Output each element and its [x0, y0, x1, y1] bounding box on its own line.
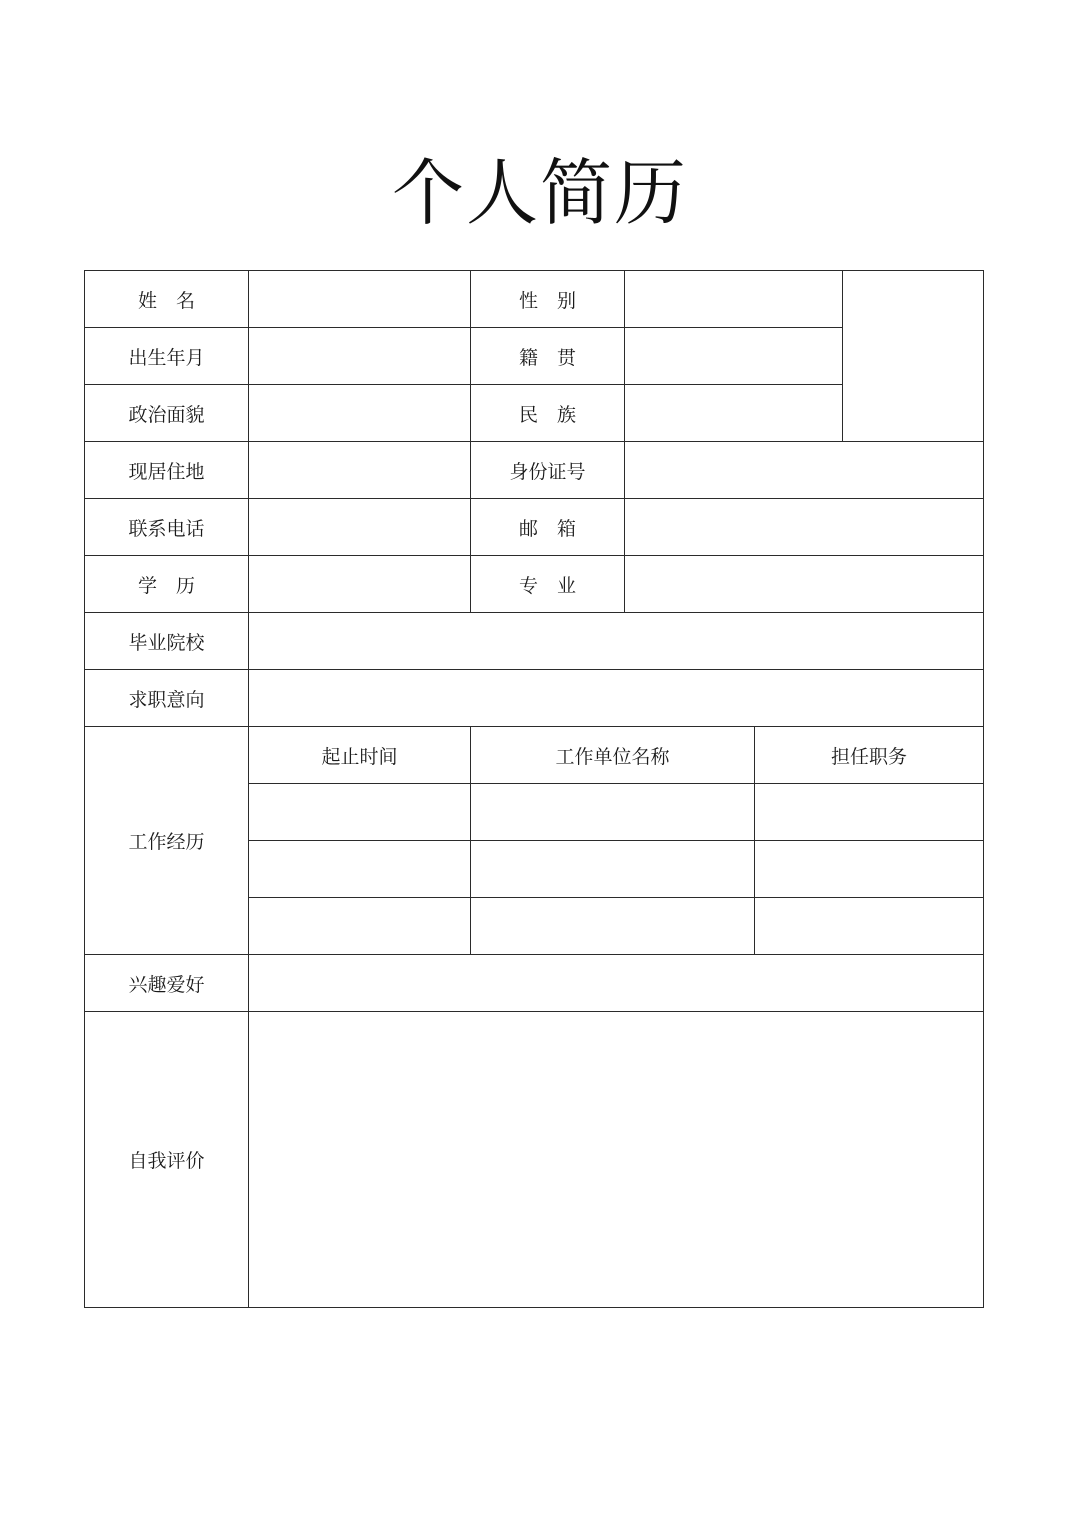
birth-field[interactable]: [249, 328, 471, 385]
education-field[interactable]: [249, 556, 471, 613]
name-field[interactable]: [249, 271, 471, 328]
work-period-field[interactable]: [249, 841, 471, 898]
email-label: 邮 箱: [471, 499, 625, 556]
birth-label: 出生年月: [85, 328, 249, 385]
ethnicity-label: 民 族: [471, 385, 625, 442]
work-company-field[interactable]: [471, 841, 755, 898]
page-title: 个人简历: [391, 151, 688, 235]
id-number-label: 身份证号: [471, 442, 625, 499]
school-field[interactable]: [249, 613, 984, 670]
job-intent-label: 求职意向: [85, 670, 249, 727]
work-period-field[interactable]: [249, 784, 471, 841]
major-label: 专 业: [471, 556, 625, 613]
political-status-field[interactable]: [249, 385, 471, 442]
self-evaluation-label: 自我评价: [85, 1012, 249, 1308]
work-company-field[interactable]: [471, 784, 755, 841]
work-company-field[interactable]: [471, 898, 755, 955]
phone-label: 联系电话: [85, 499, 249, 556]
resume-table: [84, 270, 984, 1308]
address-label: 现居住地: [85, 442, 249, 499]
work-header-period: 起止时间: [249, 727, 471, 784]
work-experience-label: 工作经历: [85, 727, 249, 955]
school-label: 毕业院校: [85, 613, 249, 670]
work-position-field[interactable]: [755, 841, 984, 898]
name-label: 姓 名: [85, 271, 249, 328]
work-header-position: 担任职务: [755, 727, 984, 784]
work-position-field[interactable]: [755, 898, 984, 955]
phone-field[interactable]: [249, 499, 471, 556]
email-field[interactable]: [625, 499, 984, 556]
major-field[interactable]: [625, 556, 984, 613]
hobbies-field[interactable]: [249, 955, 984, 1012]
photo-box[interactable]: [843, 271, 984, 442]
native-place-label: 籍 贯: [471, 328, 625, 385]
address-field[interactable]: [249, 442, 471, 499]
political-status-label: 政治面貌: [85, 385, 249, 442]
job-intent-field[interactable]: [249, 670, 984, 727]
gender-field[interactable]: [625, 271, 843, 328]
work-period-field[interactable]: [249, 898, 471, 955]
hobbies-label: 兴趣爱好: [85, 955, 249, 1012]
work-header-company: 工作单位名称: [471, 727, 755, 784]
native-place-field[interactable]: [625, 328, 843, 385]
id-number-field[interactable]: [625, 442, 984, 499]
education-label: 学 历: [85, 556, 249, 613]
work-position-field[interactable]: [755, 784, 984, 841]
gender-label: 性 别: [471, 271, 625, 328]
ethnicity-field[interactable]: [625, 385, 843, 442]
self-evaluation-field[interactable]: [249, 1012, 984, 1308]
